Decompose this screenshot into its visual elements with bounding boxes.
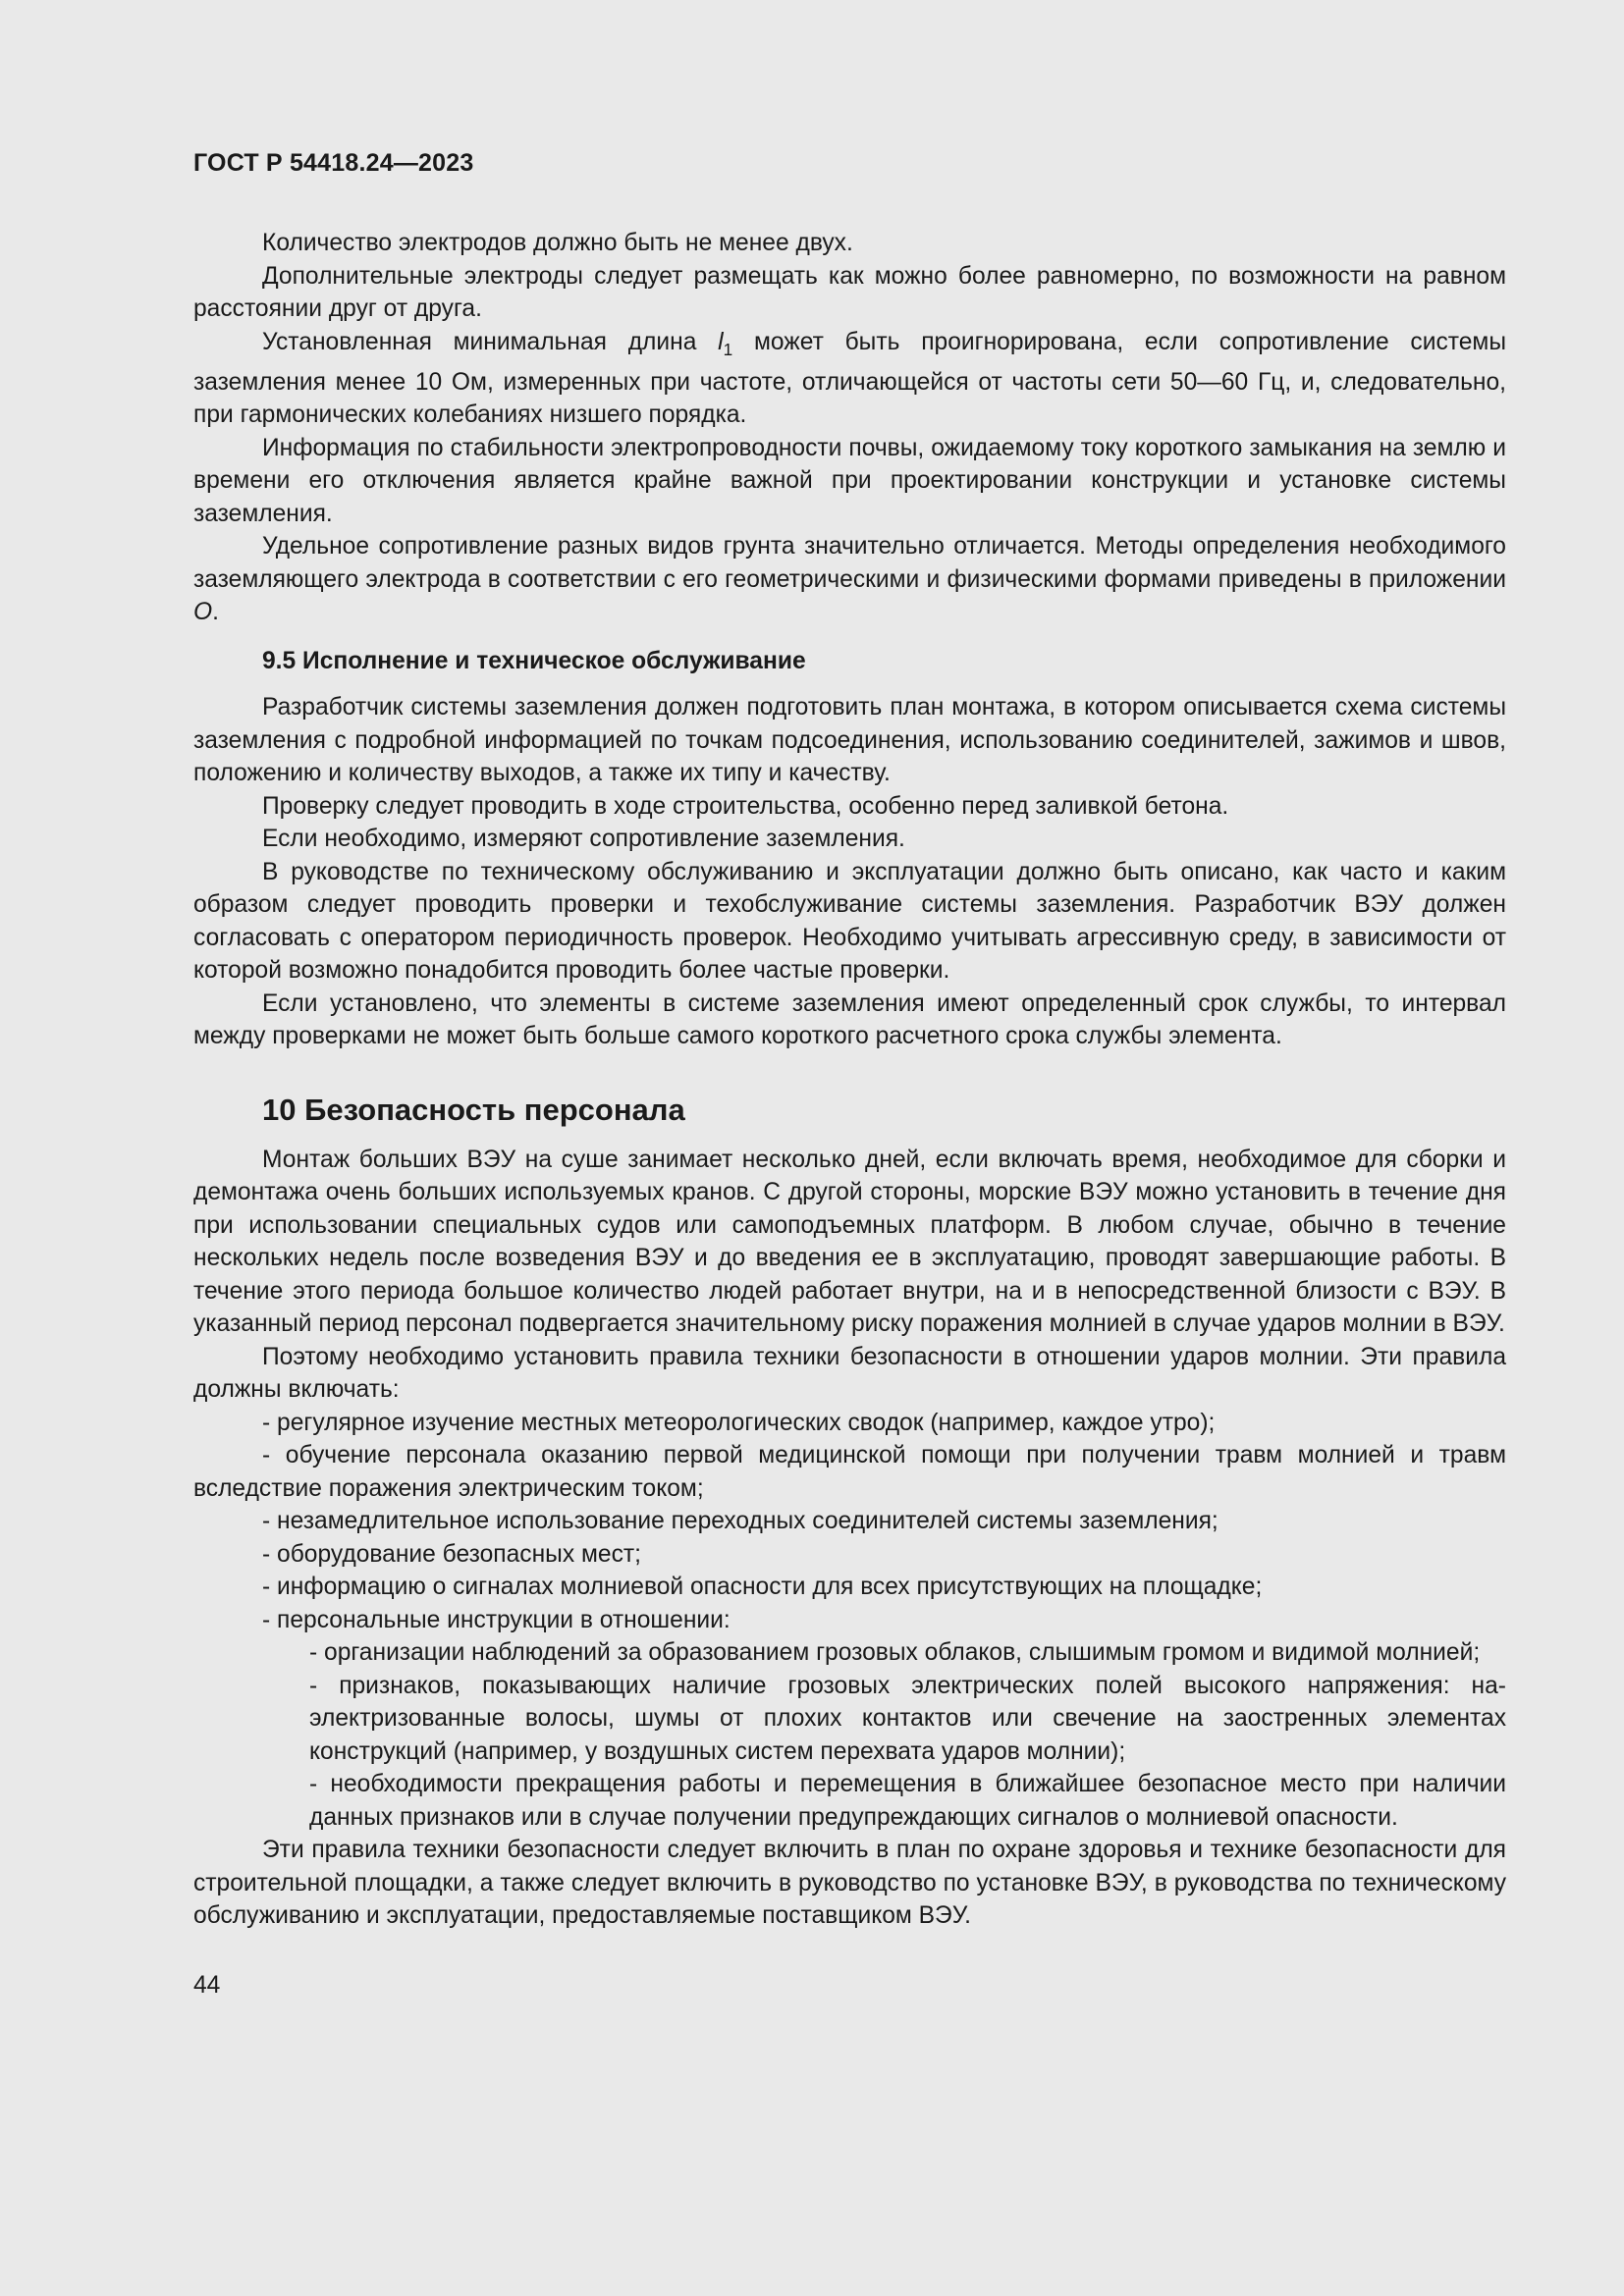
paragraph: [193, 530, 1506, 629]
paragraph: [193, 326, 1506, 432]
paragraph: Дополнительные электроды следует размещать как можно более равномерно, по возможности на равном расстоянии друг от друга.: [193, 262, 1506, 322]
section-title: 10 Безопасность персонала: [262, 1092, 685, 1127]
list-item: - информацию о сигналах молниевой опасности для всех присутствующих на площадке;: [262, 1574, 1263, 1601]
page-number: 44: [193, 1971, 221, 1999]
sublist-item: - признаков, показывающих наличие грозовых электрических полей высокого напряжения: наэлектризованные волосы, шумы от плохих контактов или свечение на заостренных элементах конструкций (например, у воздушных систем перехвата ударов молнии);: [309, 1672, 1506, 1765]
paragraph-text: Удельное сопротивление разных видов грунта значительно отличается. Методы определения необходимого заземляющего электрода в соответствии с его геометрическими и физическими формами приведены в приложении: [193, 533, 1506, 593]
list-item: - персональные инструкции в отношении:: [262, 1606, 731, 1633]
paragraph: Проверку следует проводить в ходе строительства, особенно перед заливкой бетона.: [262, 792, 1229, 820]
document-page: [193, 149, 1506, 2000]
paragraph-text: Установленная минимальная длина: [262, 328, 719, 355]
list-item: - незамедлительное использование переходных соединителей системы заземления;: [262, 1508, 1218, 1535]
paragraph: Монтаж больших ВЭУ на суше занимает несколько дней, если включать время, необходимое для сборки и демонтажа очень больших используемых кранов. С другой стороны, морские ВЭУ можно установить в течение дня при использовании специальных судов или самоподъемных платформ. В любом случае, обычно в течение нескольких недель после возведения ВЭУ и до введения ее в эксплуатацию, проводят завершающие работы. В течение этого периода большое количество людей работает внутри, на и в непосредственной близости с ВЭУ. В указанный период персонал подвергается значительному риску поражения молнией в случае ударов молнии в ВЭУ.: [193, 1146, 1506, 1338]
paragraph: Информация по стабильности электропроводности почвы, ожидаемому току короткого замыкания на землю и времени его отключения является крайне важной при проектировании конструкции и установке системы заземления.: [193, 434, 1506, 527]
sublist-item: - организации наблюдений за образованием грозовых облаков, слышимым громом и видимой молнией;: [309, 1639, 1481, 1667]
annex-reference: О: [193, 599, 213, 626]
sublist-item: - необходимости прекращения работы и перемещения в ближайшее безопасное место при наличии данных признаков или в случае получении предупреждающих сигналов о молниевой опасности.: [309, 1771, 1506, 1831]
paragraph: Эти правила техники безопасности следует включить в план по охране здоровья и технике безопасности для строительной площадки, а также следует включить в руководство по установке ВЭУ, в руководства по техническому обслуживанию и эксплуатации, предоставляемые поставщиком ВЭУ.: [193, 1837, 1506, 1930]
paragraph: В руководстве по техническому обслуживанию и эксплуатации должно быть описано, как часто и каким образом следует проводить проверки и техобслуживание системы заземления. Разработчик ВЭУ должен согласовать с оператором периодичность проверок. Необходимо учитывать агрессивную среду, в зависимости от которой возможно понадобится проводить более частые проверки.: [193, 858, 1506, 985]
subscript: 1: [723, 339, 733, 359]
paragraph-text: .: [212, 599, 219, 626]
variable: l: [718, 328, 724, 355]
paragraph-text: может быть проигнорирована, если сопротивление системы заземления менее 10 Ом, измеренных при частоте, отличающейся от частоты сети 50—60 Гц, и, следовательно, при гармонических колебаниях низшего порядка.: [193, 328, 1506, 429]
paragraph: Если установлено, что элементы в системе заземления имеют определенный срок службы, то интервал между проверками не может быть больше самого короткого расчетного срока службы элемента.: [193, 989, 1506, 1050]
list-item: - регулярное изучение местных метеорологических сводок (например, каждое утро);: [262, 1409, 1216, 1436]
paragraph: Поэтому необходимо установить правила техники безопасности в отношении ударов молнии. Эти правила должны включать:: [193, 1343, 1506, 1404]
document-header: ГОСТ Р 54418.24—2023: [193, 149, 474, 177]
paragraph: Разработчик системы заземления должен подготовить план монтажа, в котором описывается схема системы заземления с подробной информацией по точкам подсоединения, использованию соединителей, зажимов и швов, положению и количеству выходов, а также их типу и качеству.: [193, 694, 1506, 787]
subsection-title: 9.5 Исполнение и техническое обслуживание: [262, 647, 806, 674]
list-item: - обучение персонала оказанию первой медицинской помощи при получении травм молнией и травм вследствие поражения электрическим током;: [193, 1442, 1506, 1502]
paragraph: Количество электродов должно быть не менее двух.: [262, 230, 853, 256]
paragraph: Если необходимо, измеряют сопротивление заземления.: [262, 826, 905, 853]
list-item: - оборудование безопасных мест;: [262, 1540, 641, 1568]
